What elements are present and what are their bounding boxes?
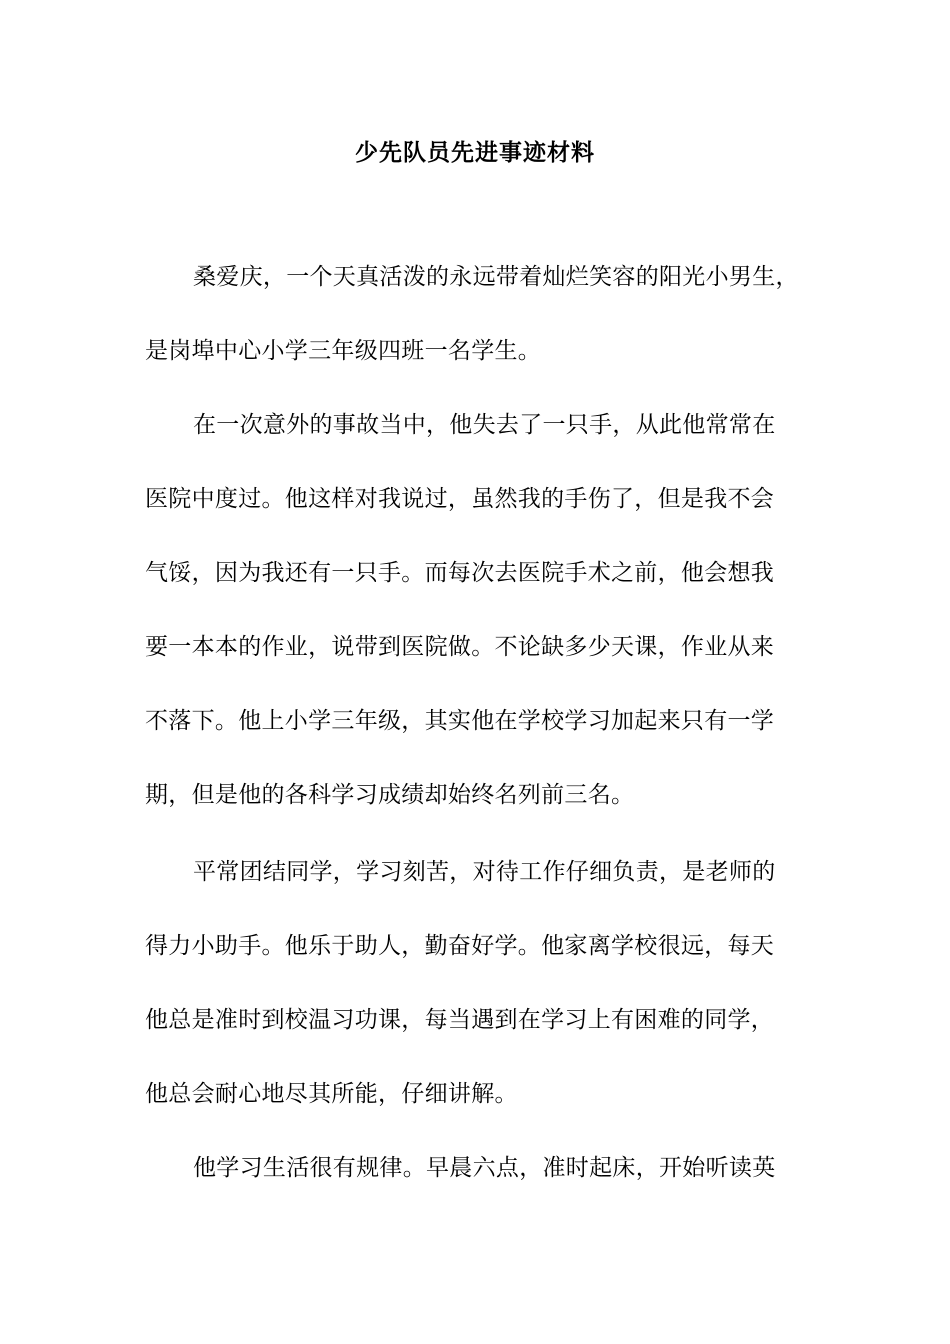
paragraph-line: 期，但是他的各科学习成绩却始终名列前三名。 (145, 782, 635, 808)
paragraph-line: 医院中度过。他这样对我说过，虽然我的手伤了，但是我不会 (145, 486, 775, 512)
paragraph-line: 不落下。他上小学三年级，其实他在学校学习加起来只有一学 (145, 708, 775, 734)
paragraph-line: 他总会耐心地尽其所能，仔细讲解。 (145, 1081, 518, 1107)
paragraph-line: 是岗埠中心小学三年级四班一名学生。 (145, 338, 542, 364)
paragraph-line: 要一本本的作业，说带到医院做。不论缺多少天课，作业从来 (145, 634, 775, 660)
paragraph-line: 得力小助手。他乐于助人，勤奋好学。他家离学校很远，每天 (145, 933, 775, 959)
document-title: 少先队员先进事迹材料 (355, 139, 595, 166)
paragraph-line: 桑爱庆，一个天真活泼的永远带着灿烂笑容的阳光小男生， (193, 264, 799, 290)
paragraph-line: 在一次意外的事故当中，他失去了一只手，从此他常常在 (193, 412, 776, 438)
paragraph-line: 他学习生活很有规律。早晨六点，准时起床，开始听读英 (193, 1155, 776, 1181)
paragraph-line: 他总是准时到校温习功课，每当遇到在学习上有困难的同学， (145, 1007, 775, 1033)
paragraph-line: 气馁，因为我还有一只手。而每次去医院手术之前，他会想我 (145, 560, 775, 586)
paragraph-line: 平常团结同学，学习刻苦，对待工作仔细负责，是老师的 (193, 859, 776, 885)
